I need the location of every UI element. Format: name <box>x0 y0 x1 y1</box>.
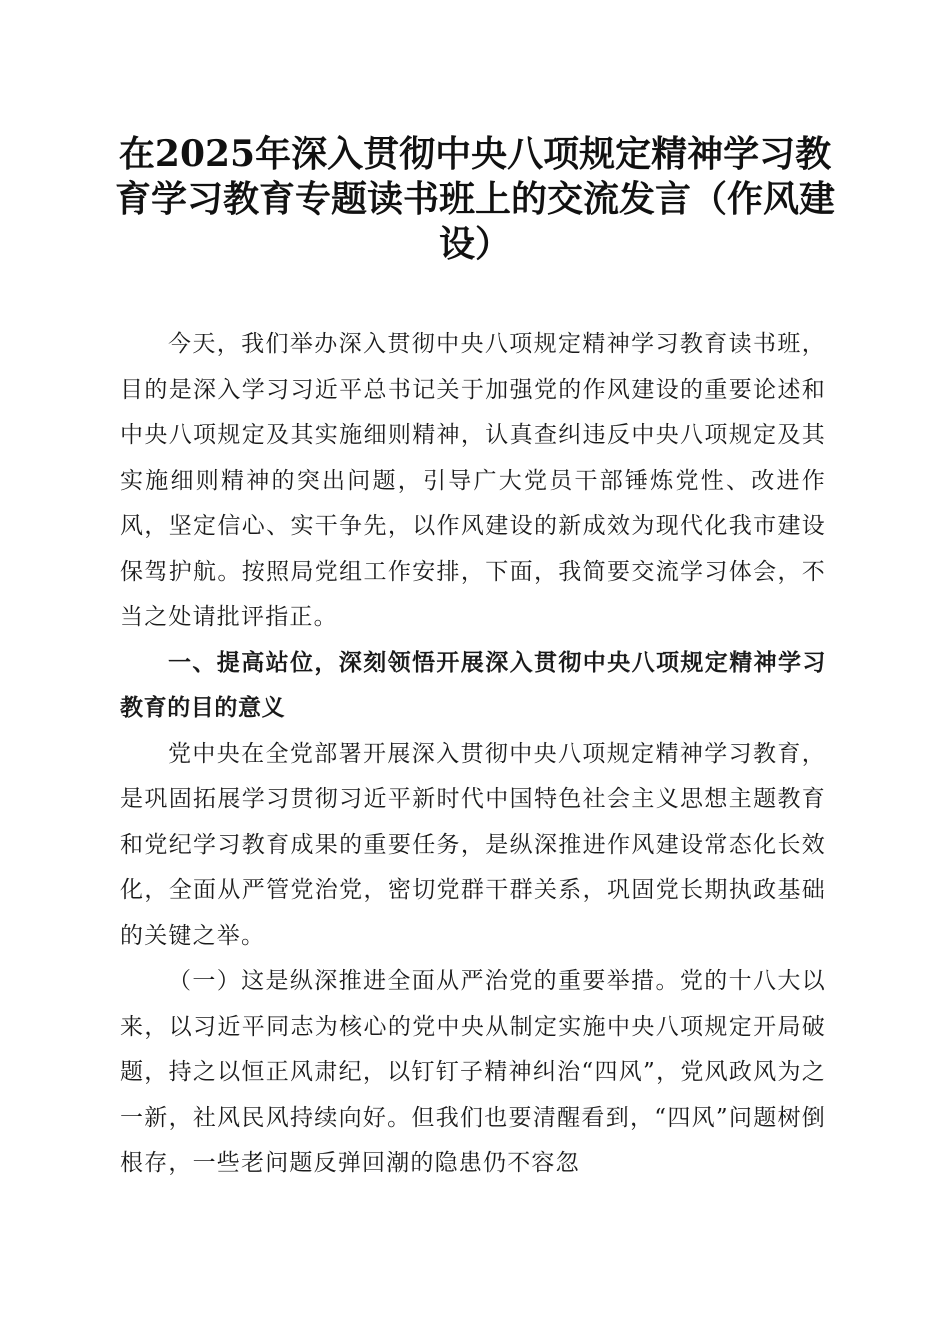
paragraph-intro: 今天，我们举办深入贯彻中央八项规定精神学习教育读书班，目的是深入学习习近平总书记关于加强党的作风建设的重要论述和中央八项规定及其实施细则精神，认真查纠违反中央八项规定及其实施细则精神的突出问题，引导广大党员干部锤炼党性、改进作风，坚定信心、实干争先，以作风建设的新成效为现代化我市建设保驾护航。按照局党组工作安排，下面，我简要交流学习体会，不当之处请批评指正。 <box>120 331 826 630</box>
section-heading-1: 一、提高站位，深刻领悟开展深入贯彻中央八项规定精神学习教育的目的意义 <box>120 649 826 721</box>
document-title: 在2025年深入贯彻中央八项规定精神学习教育学习教育专题读书班上的交流发言（作风建设） <box>114 133 835 265</box>
document-body <box>120 322 826 1187</box>
paragraph-subsection-1: （一）这是纵深推进全面从严治党的重要举措。党的十八大以来，以习近平同志为核心的党中央从制定实施中央八项规定开局破题，持之以恒正风肃纪，以钉钉子精神纠治“四风”，党风政风为之一新，社风民风持续向好。但我们也要清醒看到，“四风”问题树倒根存，一些老问题反弹回潮的隐患仍不容忽 <box>120 968 826 1176</box>
paragraph-section-1: 党中央在全党部署开展深入贯彻中央八项规定精神学习教育，是巩固拓展学习贯彻习近平新时代中国特色社会主义思想主题教育和党纪学习教育成果的重要任务，是纵深推进作风建设常态化长效化，全面从严管党治党，密切党群干群关系，巩固党长期执政基础的关键之举。 <box>120 740 826 949</box>
